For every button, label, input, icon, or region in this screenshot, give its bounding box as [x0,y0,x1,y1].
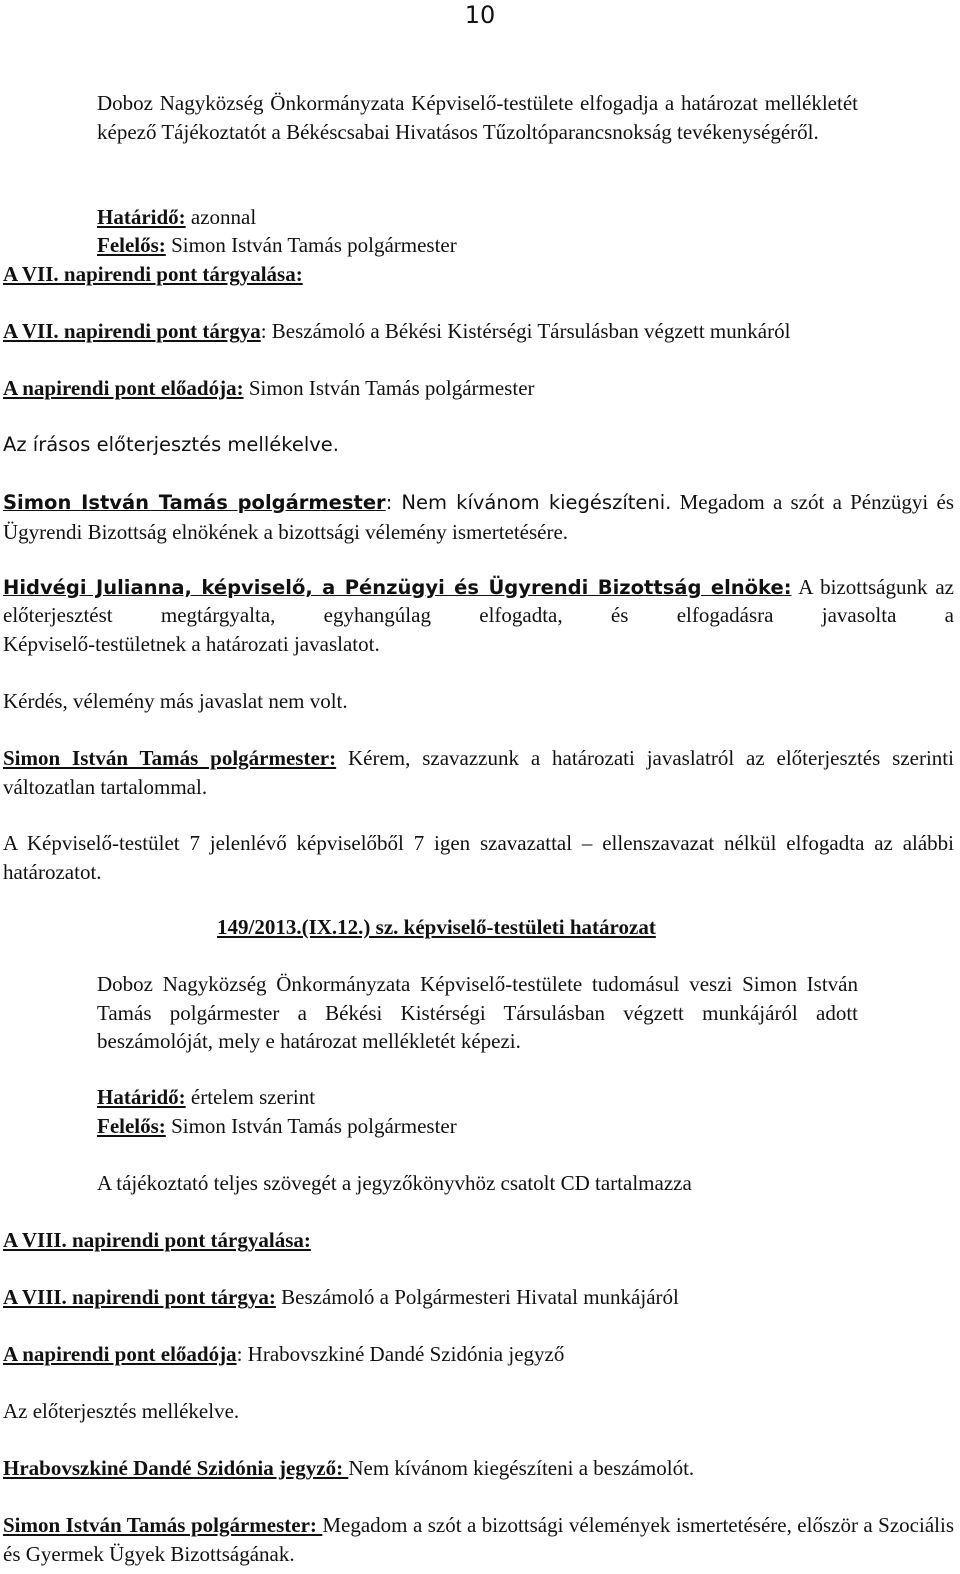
agenda-viii-subject [3,1283,954,1312]
agenda-vii-subject-label: A VII. napirendi pont tárgya [3,319,261,343]
resolution-responsible-line [97,1112,858,1141]
resolution-text: Doboz Nagyközség Önkormányzata Képviselő-testülete tudomásul veszi Simon István Tamás polgármester a Békési Kistérségi Társulásban végzett munkájáról adott beszámolóját, mely e határozat mellékletét képezi. [97,972,858,1053]
mayor-statement-text-2: Megadom a szót a Pénzügyi és Ügyrendi Bizottság elnökének a bizottsági vélemény ismertetésére. [3,490,954,544]
agenda-viii-subject-text: Beszámoló a Polgármesteri Hivatal munkájáról [275,1285,679,1309]
deadline-label: Határidő: [97,205,186,229]
responsible-line [97,231,858,260]
deadline-value: azonnal [185,205,257,229]
agenda-vii-presenter-label: A napirendi pont előadója: [3,376,244,400]
mayor-closing-label: Simon István Tamás polgármester: [3,1513,323,1537]
agenda-vii-heading: A VII. napirendi pont tárgyalása: [3,262,303,286]
vote-call-text: Kérem, szavazzunk a határozati javaslatról az előterjesztés szerinti változatlan tartalommal. [3,746,954,799]
mayor-closing-statement [3,1511,954,1568]
responsible-value: Simon István Tamás polgármester [165,233,457,257]
resolution-deadline-line [97,1083,858,1112]
cd-attachment-note: A tájékoztató teljes szövegét a jegyzőkönyvhöz csatolt CD tartalmazza [97,1171,692,1195]
mayor-closing-text: Megadom a szót a bizottsági vélemények ismertetésére, először a Szociális és Gyermek Ügyek Bizottságának. [3,1513,954,1566]
committee-chair-label: Hidvégi Julianna, képviselő, a Pénzügyi és Ügyrendi Bizottság elnöke: [3,576,792,599]
responsible-label: Felelős: [97,233,166,257]
page-number: 10 [464,1,496,29]
deadline-line [97,203,858,232]
vote-call-label: Simon István Tamás polgármester: [3,746,337,770]
agenda-vii-subject-text: : Beszámoló a Békési Kistérségi Társulásban végzett munkáról [260,319,791,343]
vote-result: A Képviselő-testület 7 jelenlévő képviselőből 7 igen szavazattal – ellenszavazat nélkül elfogadta az alábbi határozatot. [3,831,954,884]
resolution-deadline-label: Határidő: [97,1085,186,1109]
agenda-vii-written-note: Az írásos előterjesztés mellékelve. [3,433,339,456]
resolution-responsible-value: Simon István Tamás polgármester [165,1114,457,1138]
agenda-viii-heading: A VIII. napirendi pont tárgyalása: [3,1228,311,1252]
vote-call [3,744,954,801]
agenda-viii-presenter-label: A napirendi pont előadója [3,1342,237,1366]
mayor-statement [3,488,954,546]
resolution-title: 149/2013.(IX.12.) sz. képviselő-testületi határozat [217,915,656,939]
resolution-deadline-value: értelem szerint [185,1085,316,1109]
agenda-viii-presenter [3,1340,954,1369]
agenda-viii-written-note: Az előterjesztés mellékelve. [3,1399,240,1423]
committee-chair-text-1: A bizottságunk az [791,575,955,599]
notary-statement [3,1454,954,1483]
agenda-viii-presenter-text: : Hrabovszkiné Dandé Szidónia jegyző [236,1342,565,1366]
committee-chair-line-1 [3,573,954,603]
agenda-vii-presenter-text: Simon István Tamás polgármester [243,376,535,400]
committee-chair-line-3: Képviselő-testületnek a határozati javaslatot. [3,632,380,656]
mayor-statement-label: Simon István Tamás polgármester [3,491,386,514]
resolution-responsible-label: Felelős: [97,1114,166,1138]
agenda-viii-subject-label: A VIII. napirendi pont tárgya: [3,1285,276,1309]
agenda-vii-presenter [3,374,954,403]
committee-chair-line-2: előterjesztést megtárgyalta, egyhangúlag elfogadta, és elfogadásra javasolta a [3,603,954,627]
no-questions-note: Kérdés, vélemény más javaslat nem volt. [3,689,348,713]
notary-statement-text: Nem kívánom kiegészíteni a beszámolót. [348,1456,695,1480]
mayor-statement-text-1: : Nem kívánom kiegészíteni. [385,491,672,514]
resolution-paragraph: Doboz Nagyközség Önkormányzata Képviselő-testülete elfogadja a határozat mellékletét képező Tájékoztatót a Békéscsabai Hivatásos Tűzoltóparancsnokság tevékenységéről. [97,91,858,144]
agenda-vii-subject [3,317,954,346]
notary-statement-label: Hrabovszkiné Dandé Szidónia jegyző: [3,1456,349,1480]
